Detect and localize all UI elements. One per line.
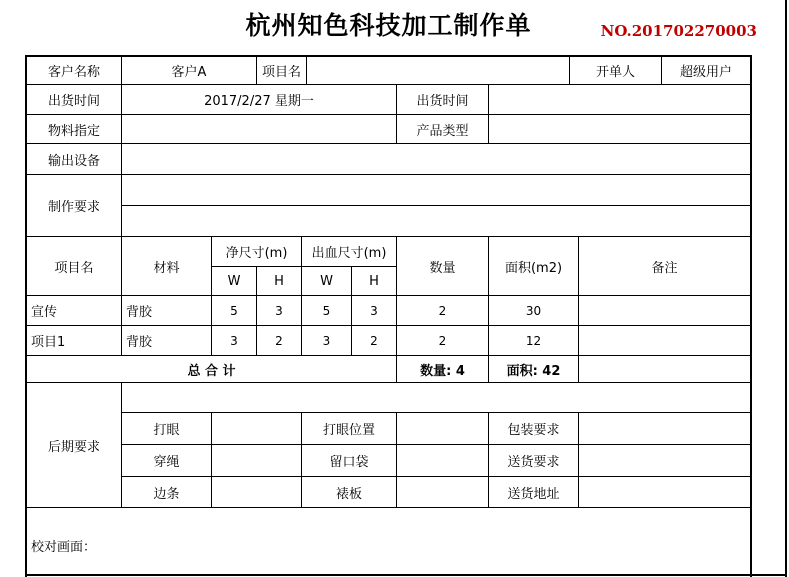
post-process-row-3 bbox=[122, 477, 750, 508]
item-net-h: 3 bbox=[257, 296, 302, 325]
item-net-w: 3 bbox=[212, 326, 257, 355]
production-req-line1 bbox=[122, 175, 750, 205]
mount-board-value bbox=[397, 477, 489, 508]
work-order-table bbox=[25, 55, 752, 577]
item-area: 30 bbox=[489, 296, 579, 325]
col-area-header: 面积(m2) bbox=[489, 237, 579, 295]
col-bleed-w-header: W bbox=[302, 267, 352, 295]
customer-name-value: 客户A bbox=[122, 57, 257, 84]
rope-value bbox=[212, 445, 302, 476]
output-device-row bbox=[27, 144, 750, 175]
production-req-label: 制作要求 bbox=[27, 175, 122, 236]
delivery-address-value bbox=[579, 477, 750, 508]
ship-time-right-label: 出货时间 bbox=[397, 85, 489, 114]
ship-time-right-value bbox=[489, 85, 750, 114]
col-material-header: 材料 bbox=[122, 237, 212, 295]
edge-strip-label: 边条 bbox=[122, 477, 212, 508]
item-qty: 2 bbox=[397, 296, 489, 325]
production-req-line2 bbox=[122, 206, 750, 236]
total-remark bbox=[579, 356, 750, 382]
rope-label: 穿绳 bbox=[122, 445, 212, 476]
punch-value bbox=[212, 413, 302, 444]
ship-time-row bbox=[27, 85, 750, 115]
item-remark bbox=[579, 296, 750, 325]
punch-position-label: 打眼位置 bbox=[302, 413, 397, 444]
item-material: 背胶 bbox=[122, 296, 212, 325]
item-bleed-h: 3 bbox=[352, 296, 397, 325]
customer-name-label: 客户名称 bbox=[27, 57, 122, 84]
form-title: 杭州知色科技加工制作单 bbox=[245, 11, 532, 40]
packing-req-label: 包装要求 bbox=[489, 413, 579, 444]
delivery-req-value bbox=[579, 445, 750, 476]
col-project-header: 项目名 bbox=[27, 237, 122, 295]
material-assign-label: 物料指定 bbox=[27, 115, 122, 143]
post-process-label: 后期要求 bbox=[27, 383, 122, 507]
proof-area bbox=[27, 508, 750, 577]
punch-position-value bbox=[397, 413, 489, 444]
pocket-value bbox=[397, 445, 489, 476]
page-bottom-border bbox=[25, 574, 786, 576]
totals-row bbox=[27, 356, 750, 383]
item-row-2 bbox=[27, 326, 750, 356]
output-device-value bbox=[122, 144, 750, 174]
item-bleed-w: 5 bbox=[302, 296, 352, 325]
bleed-size-header-group bbox=[302, 237, 397, 295]
item-project: 项目1 bbox=[27, 326, 122, 355]
col-bleed-h-header: H bbox=[369, 273, 379, 289]
item-area: 12 bbox=[489, 326, 579, 355]
order-number: NO.201702270003 bbox=[600, 22, 757, 40]
col-remark-header: 备注 bbox=[651, 260, 678, 276]
customer-row bbox=[27, 57, 750, 85]
col-net-h-header: H bbox=[274, 273, 284, 289]
col-qty-header: 数量 bbox=[397, 237, 489, 295]
pocket-label: 留口袋 bbox=[302, 445, 397, 476]
proof-label: 校对画面： bbox=[31, 540, 97, 555]
product-type-label: 产品类型 bbox=[397, 115, 489, 143]
issuer-value: 超级用户 bbox=[679, 65, 732, 80]
delivery-address-label: 送货地址 bbox=[489, 477, 579, 508]
mount-board-label: 裱板 bbox=[302, 477, 397, 508]
item-bleed-h: 2 bbox=[352, 326, 397, 355]
punch-label: 打眼 bbox=[122, 413, 212, 444]
issuer-label: 开单人 bbox=[570, 57, 662, 84]
delivery-req-label: 送货要求 bbox=[489, 445, 579, 476]
item-net-h: 2 bbox=[257, 326, 302, 355]
item-remark bbox=[579, 326, 750, 355]
ship-time-label: 出货时间 bbox=[27, 85, 122, 114]
item-project: 宣传 bbox=[27, 296, 122, 325]
edge-strip-value bbox=[212, 477, 302, 508]
output-device-label: 输出设备 bbox=[27, 144, 122, 174]
production-req-row bbox=[27, 175, 750, 237]
project-name-value bbox=[307, 57, 570, 84]
page-right-border bbox=[785, 0, 787, 577]
material-assign-row bbox=[27, 115, 750, 144]
total-label: 总 合 计 bbox=[27, 356, 397, 382]
product-type-value bbox=[489, 115, 750, 143]
col-net-w-header: W bbox=[212, 267, 257, 295]
item-qty: 2 bbox=[397, 326, 489, 355]
item-row-1 bbox=[27, 296, 750, 326]
items-header-row bbox=[27, 237, 750, 296]
item-material: 背胶 bbox=[122, 326, 212, 355]
packing-req-value bbox=[579, 413, 750, 444]
item-net-w: 5 bbox=[212, 296, 257, 325]
post-process-row-1 bbox=[122, 413, 750, 445]
net-size-header-group bbox=[212, 237, 302, 295]
col-net-size-header: 净尺寸(m) bbox=[212, 237, 301, 267]
col-bleed-size-header: 出血尺寸(m) bbox=[302, 237, 396, 267]
ship-time-value: 2017/2/27 星期一 bbox=[122, 85, 397, 114]
total-qty: 数量: 4 bbox=[397, 356, 489, 382]
project-name-label: 项目名 bbox=[257, 57, 307, 84]
post-process-block bbox=[27, 383, 750, 508]
material-assign-value bbox=[122, 115, 397, 143]
total-area: 面积: 42 bbox=[489, 356, 579, 382]
post-process-note bbox=[122, 383, 750, 412]
item-bleed-w: 3 bbox=[302, 326, 352, 355]
post-process-row-2 bbox=[122, 445, 750, 477]
